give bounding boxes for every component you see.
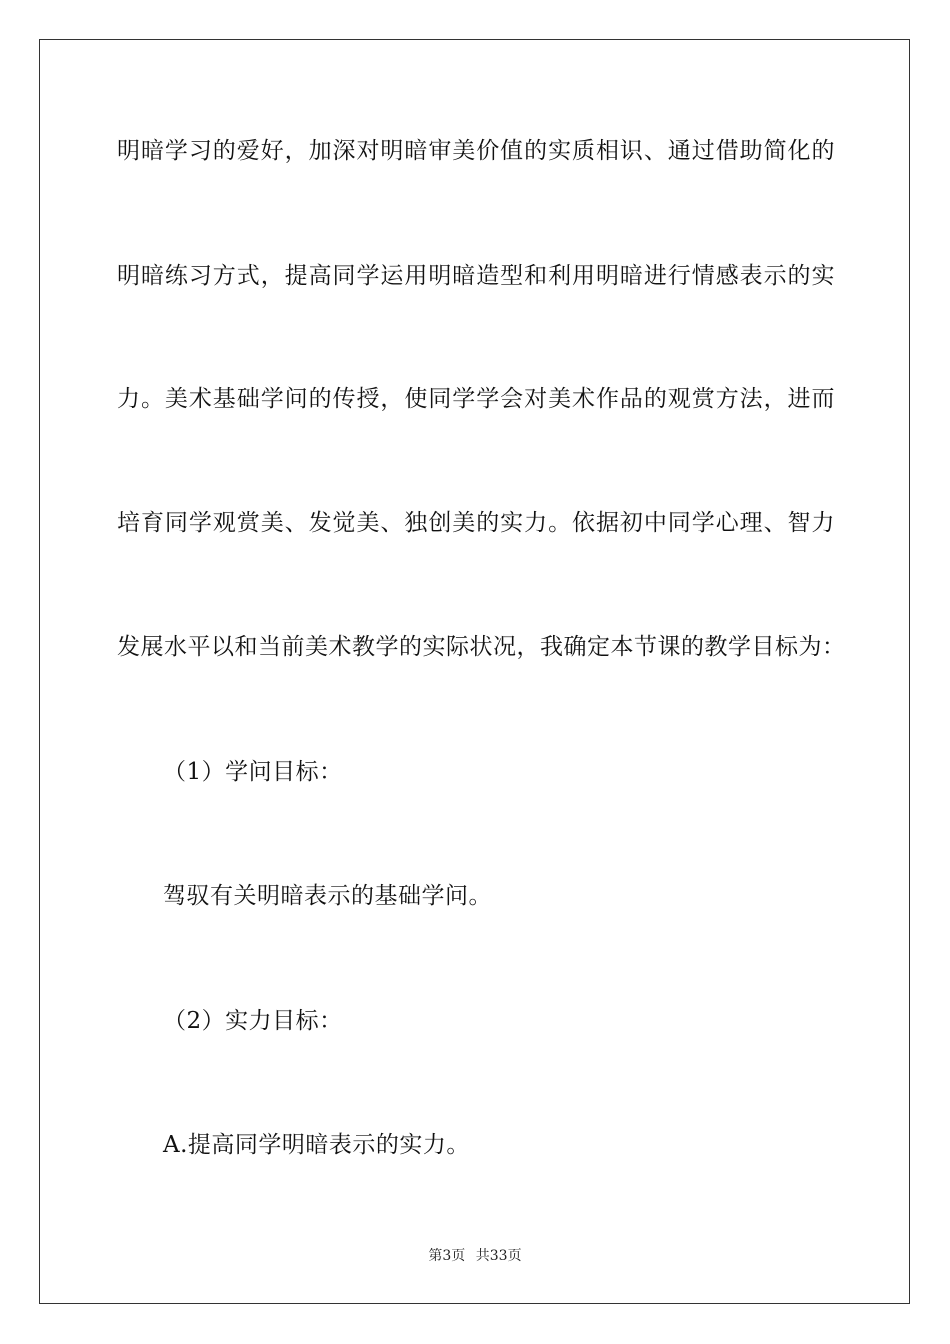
total-pages: 共33页 [475,1248,522,1264]
section-heading-ability: （2）实力目标： [163,1008,343,1034]
paragraph-line-3: 力。美术基础学问的传授，使同学学会对美术作品的观赏方法，进而 [117,386,835,412]
paragraph-line-4: 培育同学观赏美、发觉美、独创美的实力。依据初中同学心理、智力 [117,510,835,536]
page-footer [0,1247,950,1265]
page-border [39,39,910,1304]
section-heading-knowledge: （1）学问目标： [163,759,343,785]
paragraph-line-2: 明暗练习方式，提高同学运用明暗造型和利用明暗进行情感表示的实 [117,263,835,289]
ability-item-a: A.提高同学明暗表示的实力。 [163,1132,470,1158]
paragraph-line-1: 明暗学习的爱好，加深对明暗审美价值的实质相识、通过借助简化的 [117,138,835,164]
knowledge-item: 驾驭有关明暗表示的基础学问。 [163,883,492,909]
paragraph-line-5: 发展水平以和当前美术教学的实际状况，我确定本节课的教学目标为： [117,634,846,660]
page-number: 第3页 [428,1248,466,1264]
